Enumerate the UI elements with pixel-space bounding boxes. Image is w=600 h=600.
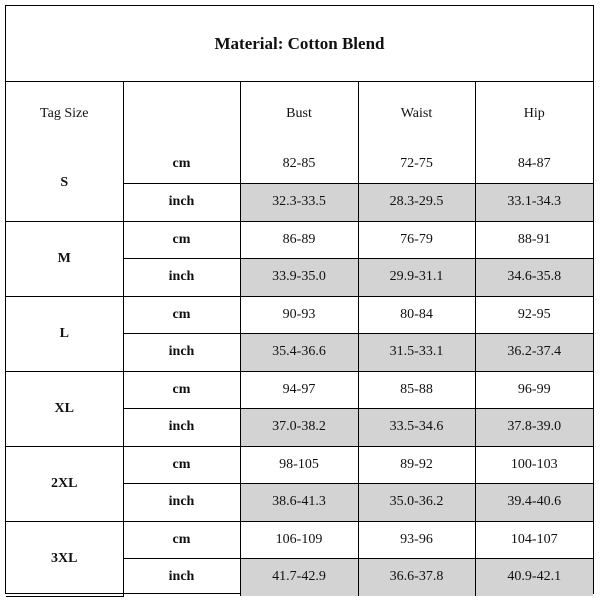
waist-value-cell: 35.0-36.2 — [358, 483, 475, 521]
bust-value-cell: 33.9-35.0 — [240, 258, 358, 296]
unit-cell: cm — [123, 521, 240, 558]
table-row — [6, 146, 593, 183]
unit-cell: cm — [123, 296, 240, 333]
hip-value-cell: 34.6-35.8 — [475, 258, 593, 296]
chart-title: Material: Cotton Blend — [6, 6, 593, 82]
header-hip: Hip — [475, 82, 593, 146]
tag-size-cell: XL — [6, 371, 123, 446]
header-unit — [123, 82, 240, 146]
hip-value-cell: 37.8-39.0 — [475, 408, 593, 446]
hip-value-cell: 104-107 — [475, 521, 593, 558]
unit-cell: cm — [123, 146, 240, 183]
header-waist: Waist — [358, 82, 475, 146]
unit-cell: inch — [123, 483, 240, 521]
hip-value-cell: 100-103 — [475, 446, 593, 483]
header-bust: Bust — [240, 82, 358, 146]
table-row — [6, 521, 593, 558]
header-row — [6, 82, 593, 146]
hip-value-cell: 96-99 — [475, 371, 593, 408]
size-table-body — [6, 146, 593, 596]
waist-value-cell: 29.9-31.1 — [358, 258, 475, 296]
tag-size-cell: L — [6, 296, 123, 371]
waist-value-cell: 28.3-29.5 — [358, 183, 475, 221]
unit-cell: cm — [123, 371, 240, 408]
waist-value-cell: 89-92 — [358, 446, 475, 483]
waist-value-cell: 80-84 — [358, 296, 475, 333]
unit-cell: inch — [123, 408, 240, 446]
waist-value-cell: 33.5-34.6 — [358, 408, 475, 446]
hip-value-cell: 88-91 — [475, 221, 593, 258]
waist-value-cell: 85-88 — [358, 371, 475, 408]
bust-value-cell: 86-89 — [240, 221, 358, 258]
hip-value-cell: 84-87 — [475, 146, 593, 183]
tag-size-cell: 2XL — [6, 446, 123, 521]
tag-size-cell: S — [6, 146, 123, 221]
bust-value-cell: 82-85 — [240, 146, 358, 183]
hip-value-cell: 33.1-34.3 — [475, 183, 593, 221]
waist-value-cell: 76-79 — [358, 221, 475, 258]
bust-value-cell: 94-97 — [240, 371, 358, 408]
hip-value-cell: 39.4-40.6 — [475, 483, 593, 521]
unit-cell: inch — [123, 333, 240, 371]
bust-value-cell: 41.7-42.9 — [240, 558, 358, 596]
tag-size-cell: M — [6, 221, 123, 296]
unit-cell: inch — [123, 258, 240, 296]
table-row — [6, 446, 593, 483]
bust-value-cell: 106-109 — [240, 521, 358, 558]
unit-cell: inch — [123, 558, 240, 596]
bust-value-cell: 37.0-38.2 — [240, 408, 358, 446]
unit-cell: inch — [123, 183, 240, 221]
size-chart — [5, 5, 594, 594]
waist-value-cell: 36.6-37.8 — [358, 558, 475, 596]
hip-value-cell: 36.2-37.4 — [475, 333, 593, 371]
table-row — [6, 296, 593, 333]
bust-value-cell: 32.3-33.5 — [240, 183, 358, 221]
bust-value-cell: 38.6-41.3 — [240, 483, 358, 521]
table-row — [6, 371, 593, 408]
waist-value-cell: 72-75 — [358, 146, 475, 183]
unit-cell: cm — [123, 221, 240, 258]
table-row — [6, 221, 593, 258]
bust-value-cell: 35.4-36.6 — [240, 333, 358, 371]
hip-value-cell: 92-95 — [475, 296, 593, 333]
size-table — [6, 82, 593, 597]
hip-value-cell: 40.9-42.1 — [475, 558, 593, 596]
waist-value-cell: 93-96 — [358, 521, 475, 558]
waist-value-cell: 31.5-33.1 — [358, 333, 475, 371]
tag-size-cell: 3XL — [6, 521, 123, 596]
unit-cell: cm — [123, 446, 240, 483]
bust-value-cell: 98-105 — [240, 446, 358, 483]
bust-value-cell: 90-93 — [240, 296, 358, 333]
header-tag-size: Tag Size — [6, 82, 123, 146]
